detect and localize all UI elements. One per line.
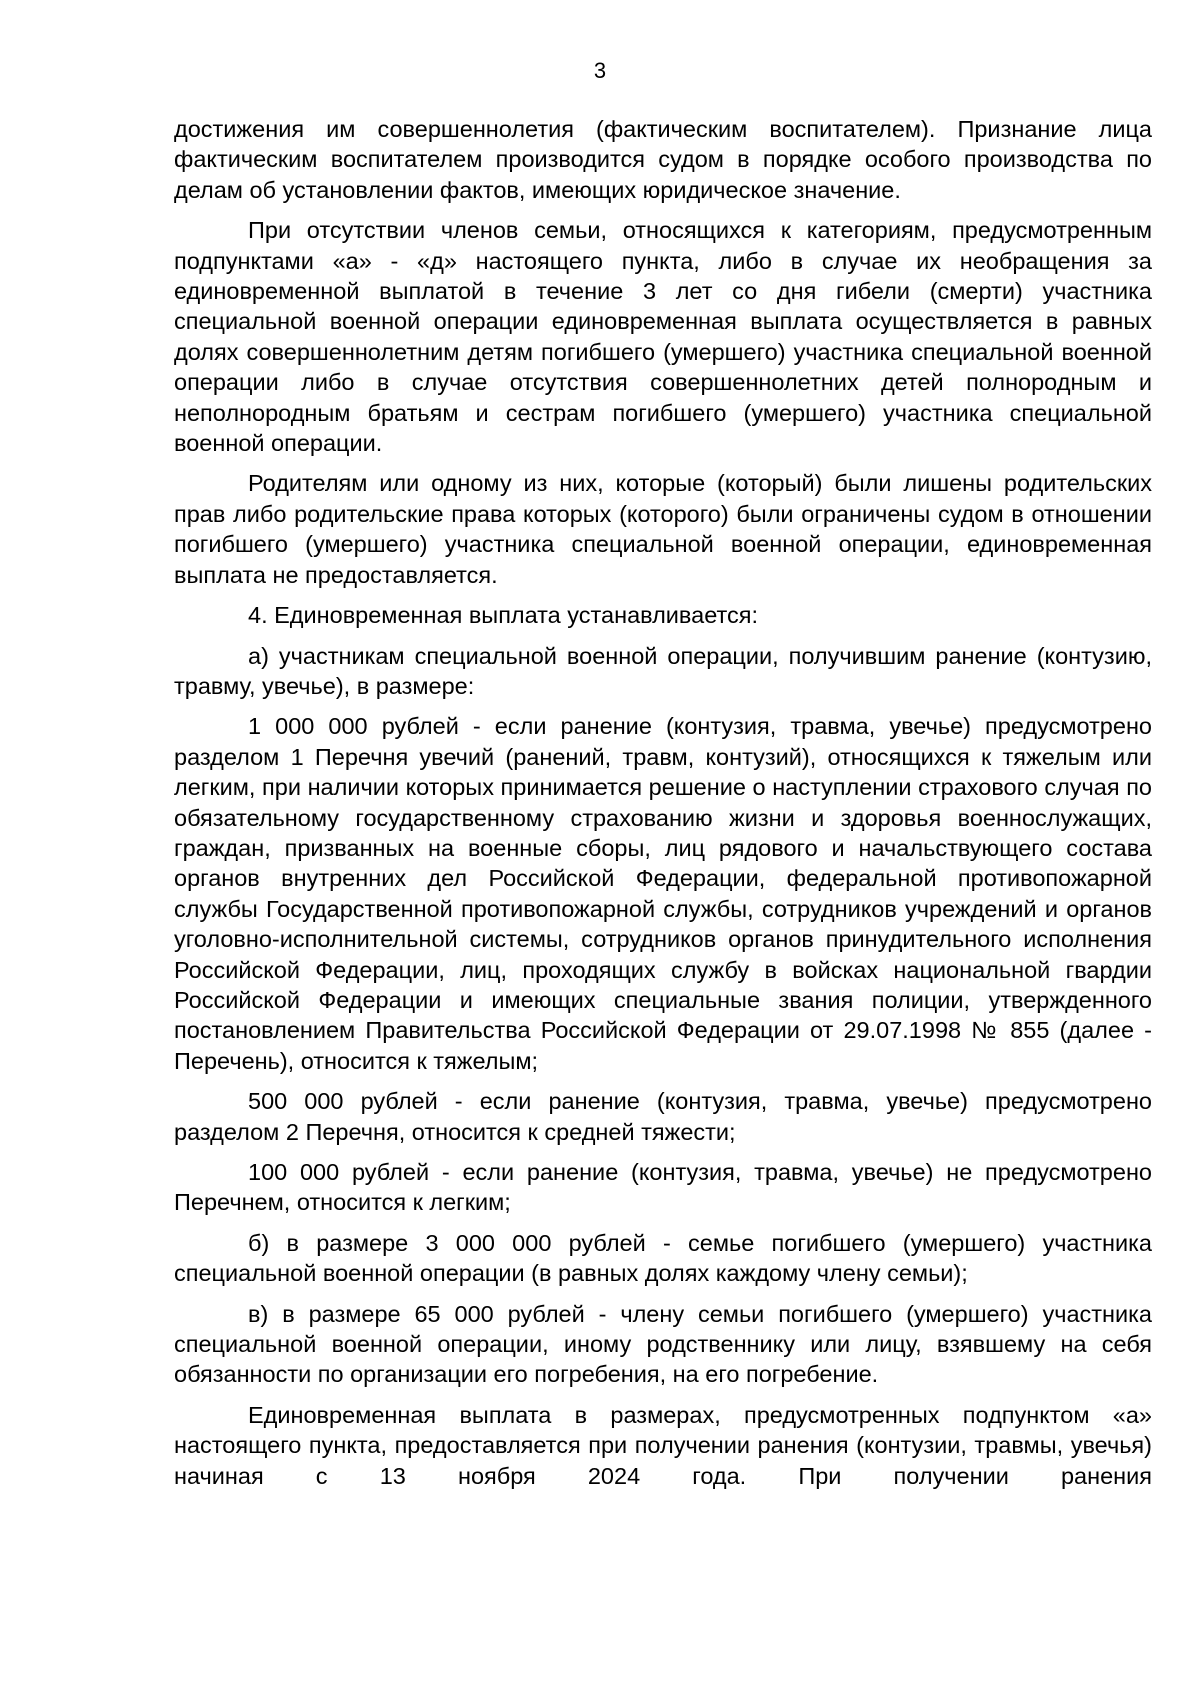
paragraph-continuation: достижения им совершеннолетия (фактическим воспитателем). Признание лица фактическим воспитателем производится судом в порядке особого производства по делам об установлении фактов, имеющих юридическое значение.: [174, 116, 1152, 203]
paragraph-amount-100000: 100 000 рублей - если ранение (контузия, травма, увечье) не предусмотрено Перечнем, относится к легким;: [174, 1159, 1152, 1216]
paragraph-no-family-members: При отсутствии членов семьи, относящихся к категориям, предусмотренным подпунктами «а» - «д» настоящего пункта, либо в случае их необращения за единовременной выплатой в течение 3 лет со дня гибели (смерти) участника специальной военной операции единовременная выплата осуществляется в равных долях совершеннолетним детям погибшего (умершего) участника специальной военной операции либо в случае отсутствия совершеннолетних детей полнородным и неполнородным братьям и сестрам погибшего (умершего) участника специальной военной операции.: [174, 217, 1152, 457]
paragraph-parents-deprived: Родителям или одному из них, которые (который) были лишены родительских прав либо родительские права которых (которого) были ограничены судом в отношении погибшего (умершего) участника специальной военной операции, единовременная выплата не предоставляется.: [174, 470, 1152, 588]
document-body: [174, 114, 1152, 1501]
paragraph-amount-500000: 500 000 рублей - если ранение (контузия, травма, увечье) предусмотрено разделом 2 Перечня, относится к средней тяжести;: [174, 1088, 1152, 1145]
paragraph-item-4-heading: 4. Единовременная выплата устанавливается:: [248, 602, 759, 629]
paragraph-subitem-b: б) в размере 3 000 000 рублей - семье погибшего (умершего) участника специальной военной операции (в равных долях каждому члену семьи);: [174, 1229, 1152, 1287]
page-number: 3: [593, 58, 607, 83]
paragraph-amount-1000000: 1 000 000 рублей - если ранение (контузия, травма, увечье) предусмотрено разделом 1 Перечня увечий (ранений, травм, контузий), относящихся к тяжелым или легким, при наличии которых принимается решение о наступлении страхового случая по обязательному государственному страхованию жизни и здоровья военнослужащих, граждан, призванных на военные сборы, лиц рядового и начальствующего состава органов внутренних дел Российской Федерации, федеральной противопожарной службы Государственной противопожарной службы, сотрудников учреждений и органов уголовно-исполнительной системы, сотрудников органов принудительного исполнения Российской Федерации, лиц, проходящих службу в войсках национальной гвардии Российской Федерации и имеющих специальные звания полиции, утвержденного постановлением Правительства Российской Федерации от 29.07.1998 № 855 (далее - Перечень), относится к тяжелым;: [174, 713, 1152, 1074]
paragraph-effective-date: Единовременная выплата в размерах, предусмотренных подпунктом «а» настоящего пункта, предоставляется при получении ранения (контузии, травмы, увечья) начиная с 13 ноября 2024 года. При получении ранения: [174, 1401, 1152, 1489]
paragraph-subitem-a: а) участникам специальной военной операции, получившим ранение (контузию, травму, увечье), в размере:: [174, 642, 1152, 699]
paragraph-subitem-v: в) в размере 65 000 рублей - члену семьи погибшего (умершего) участника специальной военной операции, иному родственнику или лицу, взявшему на себя обязанности по организации его погребения, на его погребение.: [174, 1300, 1152, 1388]
